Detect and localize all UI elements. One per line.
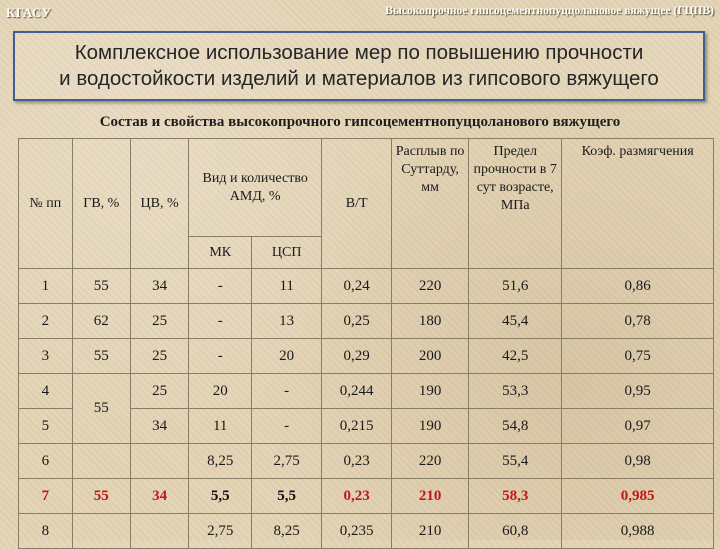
cell-wt: 0,25 [322, 304, 392, 339]
header-csp: ЦСП [252, 237, 322, 269]
cell-spread: 220 [392, 269, 469, 304]
cell-softening: 0,95 [562, 374, 714, 409]
topic-label: Высокопрочное гипсоцементнопуццолановое вяжущее (ГЦПВ) [385, 5, 714, 17]
cell-strength: 51,6 [469, 269, 562, 304]
header-num: № пп [19, 139, 73, 269]
cell-mk: - [189, 269, 252, 304]
cell-softening: 0,97 [562, 409, 714, 444]
cell-csp: - [252, 409, 322, 444]
header-mk: МК [189, 237, 252, 269]
cell-gv [72, 514, 130, 549]
cell-softening: 0,985 [562, 479, 714, 514]
slide-header-bar [0, 0, 720, 26]
cell-mk: - [189, 339, 252, 374]
cell-spread: 210 [392, 479, 469, 514]
cell-spread: 220 [392, 444, 469, 479]
cell-num: 7 [19, 479, 73, 514]
cell-strength: 53,3 [469, 374, 562, 409]
cell-csp: 5,5 [252, 479, 322, 514]
cell-mk: 8,25 [189, 444, 252, 479]
cell-cv: 25 [130, 374, 188, 409]
cell-strength: 60,8 [469, 514, 562, 549]
cell-softening: 0,98 [562, 444, 714, 479]
composition-table [18, 138, 714, 549]
cell-softening: 0,78 [562, 304, 714, 339]
cell-strength: 58,3 [469, 479, 562, 514]
cell-spread: 190 [392, 409, 469, 444]
cell-mk: 20 [189, 374, 252, 409]
cell-gv: 62 [72, 304, 130, 339]
cell-gv [72, 444, 130, 479]
cell-num: 2 [19, 304, 73, 339]
cell-spread: 180 [392, 304, 469, 339]
cell-gv: 55 [72, 339, 130, 374]
header-strength: Предел прочности в 7 сут возрасте, МПа [469, 139, 562, 269]
table-caption: Состав и свойства высокопрочного гипсоцементнопуццоланового вяжущего [99, 114, 621, 130]
cell-num: 6 [19, 444, 73, 479]
cell-wt: 0,215 [322, 409, 392, 444]
header-spread: Расплыв по Суттарду, мм [392, 139, 469, 269]
cell-num: 1 [19, 269, 73, 304]
cell-softening: 0,988 [562, 514, 714, 549]
table-row [19, 374, 714, 409]
cell-spread: 200 [392, 339, 469, 374]
cell-wt: 0,23 [322, 479, 392, 514]
header-gv: ГВ, % [72, 139, 130, 269]
header-softening: Коэф. размягчения [562, 139, 714, 269]
cell-wt: 0,244 [322, 374, 392, 409]
cell-num: 3 [19, 339, 73, 374]
cell-gv: 55 [72, 374, 130, 444]
cell-cv: 34 [130, 409, 188, 444]
cell-num: 8 [19, 514, 73, 549]
cell-gv: 55 [72, 479, 130, 514]
cell-csp: 20 [252, 339, 322, 374]
cell-cv: 34 [130, 479, 188, 514]
cell-cv: 25 [130, 339, 188, 374]
cell-mk: 11 [189, 409, 252, 444]
cell-strength: 45,4 [469, 304, 562, 339]
cell-spread: 210 [392, 514, 469, 549]
cell-mk: 5,5 [189, 479, 252, 514]
cell-softening: 0,86 [562, 269, 714, 304]
table-row [19, 269, 714, 304]
header-amd: Вид и количество АМД, % [189, 139, 322, 237]
cell-softening: 0,75 [562, 339, 714, 374]
slide-title [59, 40, 659, 92]
cell-cv: 34 [130, 269, 188, 304]
cell-csp: - [252, 374, 322, 409]
cell-gv: 55 [72, 269, 130, 304]
cell-wt: 0,24 [322, 269, 392, 304]
table-row-highlighted [19, 479, 714, 514]
cell-cv [130, 514, 188, 549]
cell-strength: 42,5 [469, 339, 562, 374]
table-row [19, 514, 714, 549]
cell-strength: 54,8 [469, 409, 562, 444]
cell-cv [130, 444, 188, 479]
cell-num: 4 [19, 374, 73, 409]
cell-strength: 55,4 [469, 444, 562, 479]
cell-wt: 0,235 [322, 514, 392, 549]
cell-cv: 25 [130, 304, 188, 339]
cell-csp: 8,25 [252, 514, 322, 549]
table-row [19, 339, 714, 374]
organization-label: КГАСУ [6, 5, 52, 20]
cell-csp: 13 [252, 304, 322, 339]
slide-title-line-2: и водостойкости изделий и материалов из гипсового вяжущего [59, 67, 659, 90]
cell-mk: 2,75 [189, 514, 252, 549]
slide-title-box [13, 31, 705, 101]
cell-mk: - [189, 304, 252, 339]
cell-spread: 190 [392, 374, 469, 409]
cell-wt: 0,23 [322, 444, 392, 479]
table-row [19, 444, 714, 479]
cell-wt: 0,29 [322, 339, 392, 374]
header-wt: В/Т [322, 139, 392, 269]
cell-csp: 11 [252, 269, 322, 304]
table-row [19, 304, 714, 339]
cell-num: 5 [19, 409, 73, 444]
header-cv: ЦВ, % [130, 139, 188, 269]
slide-title-line-1: Комплексное использование мер по повышению прочности [74, 41, 644, 64]
cell-csp: 2,75 [252, 444, 322, 479]
